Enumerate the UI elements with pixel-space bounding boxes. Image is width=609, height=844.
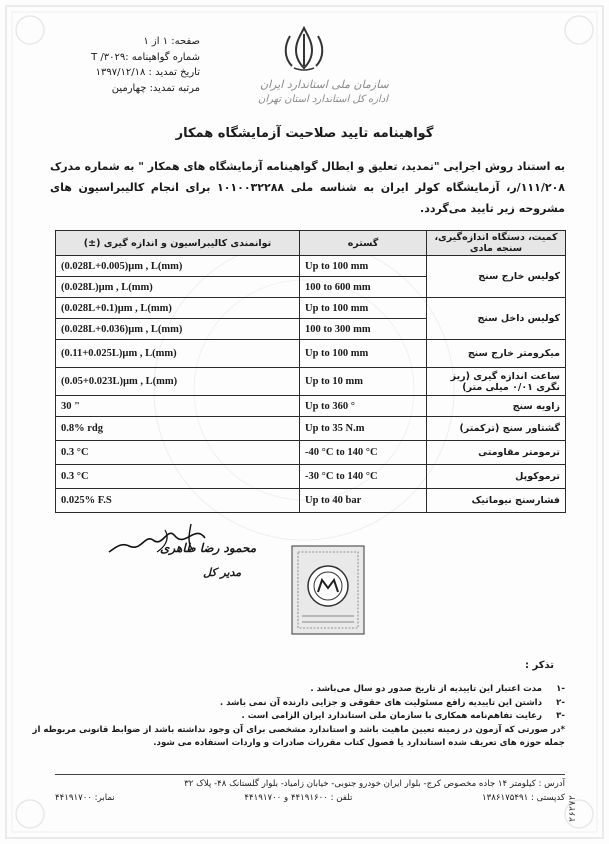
certificate-number: شماره گواهینامه :۳۰۲۹/ T: [91, 51, 200, 63]
table-row: [56, 417, 566, 441]
list-item: [55, 683, 565, 697]
org-name-line2: اداره کل استاندارد استان تهران: [258, 94, 389, 105]
note-number: -۱: [556, 684, 565, 694]
instrument-cell: ترمومتر مقاومتی: [427, 441, 566, 465]
renewal-date: تاریخ تمدید : ۱۳۹۷/۱۲/۱۸: [95, 67, 200, 78]
uncertainty-cell: (0.028L)µm , L(mm): [56, 277, 300, 298]
list-item: [55, 710, 565, 724]
uncertainty-cell: (0.05+0.023L)µm , L(mm): [56, 368, 300, 396]
range-cell: Up to 100 mm: [300, 298, 427, 319]
uncertainty-cell: (0.028L+0.036)µm , L(mm): [56, 319, 300, 340]
uncertainty-cell: 0.3 °C: [56, 465, 300, 489]
table-row: [56, 441, 566, 465]
intro-paragraph: [50, 156, 565, 219]
lab-name: آزمایشگاه کولر ایران: [380, 181, 500, 194]
page-label: صفحه: ۱ از ۱: [143, 36, 200, 47]
note-number: -۲: [556, 697, 565, 708]
table-row: [56, 256, 566, 277]
footer: [55, 774, 565, 805]
footer-postal: کدپستی : ۱۳۸۶۱۷۵۴۹۱: [482, 793, 565, 803]
uncertainty-cell: (0.11+0.025L)µm , L(mm): [56, 340, 300, 368]
instrument-cell: ساعت اندازه گیری (ریز نگری ۰/۰۱ میلی متر): [427, 368, 566, 396]
table-row: [56, 489, 566, 513]
instrument-cell: ترموکوپل: [427, 465, 566, 489]
footer-divider: [55, 774, 565, 775]
uncertainty-cell: (0.028L+0.005)µm , L(mm): [56, 256, 300, 277]
instrument-cell: گشتاور سنج (ترکمتر): [427, 417, 566, 441]
document-title: گواهینامه تایید صلاحیت آزمایشگاه همکار: [175, 126, 434, 141]
table-header-row: [56, 231, 566, 256]
renewal-rank: مرتبه تمدید: چهارمین: [111, 82, 200, 94]
range-cell: Up to 35 N.m: [300, 417, 427, 441]
range-cell: 100 to 300 mm: [300, 319, 427, 340]
footer-fax: نمابر: ۴۴۱۹۱۷۰۰: [55, 793, 115, 803]
instrument-cell: فشارسنج نیوماتیک: [427, 489, 566, 513]
security-seal-icon: [288, 542, 368, 638]
iran-emblem-icon: [276, 24, 332, 72]
instrument-cell: میکرومتر خارج سنج: [427, 340, 566, 368]
notes-heading: تذکر :: [525, 660, 555, 671]
certificate-meta: [60, 34, 200, 96]
table-row: [56, 298, 566, 319]
range-cell: -40 °C to 140 °C: [300, 441, 427, 465]
instrument-cell: کولیس داخل سنج: [427, 298, 566, 340]
uncertainty-cell: 0.8% rdg: [56, 417, 300, 441]
col-range-header: گستره: [300, 231, 427, 256]
uncertainty-cell: 30 ": [56, 396, 300, 417]
note-text: رعایت تفاهم‌نامه همکاری با سازمان ملی استاندارد ایران الزامی است .: [241, 711, 542, 721]
calibration-table: [55, 230, 566, 513]
instrument-cell: کولیس خارج سنج: [427, 256, 566, 298]
uncertainty-cell: 0.025% F.S: [56, 489, 300, 513]
instrument-cell: زاویه سنج: [427, 396, 566, 417]
footer-address: آدرس : کیلومتر ۱۴ جاده مخصوص کرج- بلوار ایران خودرو جنوبی- خیابان زامیاد- بلوار گلستانک ۴۸- پلاک ۳۲: [184, 779, 565, 789]
range-cell: 100 to 600 mm: [300, 277, 427, 298]
signer-name: محمود رضا طاهری: [160, 541, 257, 555]
intro-part2: به شناسه ملی ۱۰۱۰۰۳۲۲۸۸ برای انجام کالیبراسیون های مشروحه زیر تایید می‌گردد.: [50, 181, 565, 215]
range-cell: Up to 40 bar: [300, 489, 427, 513]
signer-title: مدیر کل: [203, 566, 242, 579]
footer-contacts: [55, 791, 565, 805]
org-name-line1: سازمان ملی استاندارد ایران: [260, 78, 389, 91]
notes-section: [32, 683, 565, 751]
uncertainty-cell: (0.028L+0.1)µm , L(mm): [56, 298, 300, 319]
note-extra-line2: جمله حوزه های تعریف شده استاندارد یا فصول کتاب مقررات صادرات و واردات استفاده می شود.: [153, 738, 565, 748]
note-text: داشتن این تاییدیه رافع مسئولیت های حقوقی و جزایی دارنده آن نمی باشد .: [219, 697, 542, 708]
col-uncertainty-header: توانمندی کالیبراسیون و اندازه گیری (±): [56, 231, 300, 256]
intro-part1: به استناد روش اجرایی "تمدید، تعلیق و ابطال گواهینامه آزمایشگاه های همکار " به شماره مدرک ۱۱۱/۲۰۸/ر،: [50, 160, 566, 194]
note-extra-line1: *در صورتی که آزمون در زمینه تعیین ماهیت باشد و استاندارد مشخصی برای آن وجود نداشته باشد از ضوابط قانونی مربوطه از: [32, 724, 565, 735]
serial-number: ۲۶۲۷۲: [568, 795, 578, 823]
range-cell: Up to 100 mm: [300, 256, 427, 277]
footer-phone: تلفن : ۴۴۱۹۱۶۰۰ و ۴۴۱۹۱۷۰۰: [244, 793, 353, 803]
uncertainty-cell: 0.3 °C: [56, 441, 300, 465]
range-cell: -30 °C to 140 °C: [300, 465, 427, 489]
note-text: مدت اعتبار این تاییدیه از تاریخ صدور دو سال می‌باشد .: [310, 684, 542, 694]
table-row: [56, 465, 566, 489]
range-cell: Up to 360 °: [300, 396, 427, 417]
list-item: [55, 697, 565, 711]
note-number: -۳: [556, 711, 565, 721]
range-cell: Up to 100 mm: [300, 340, 427, 368]
table-row: [56, 340, 566, 368]
table-row: [56, 396, 566, 417]
table-row: [56, 368, 566, 396]
col-instrument-header: کمیت، دستگاه اندازه‌گیری، سنجه مادی: [427, 231, 566, 256]
range-cell: Up to 10 mm: [300, 368, 427, 396]
